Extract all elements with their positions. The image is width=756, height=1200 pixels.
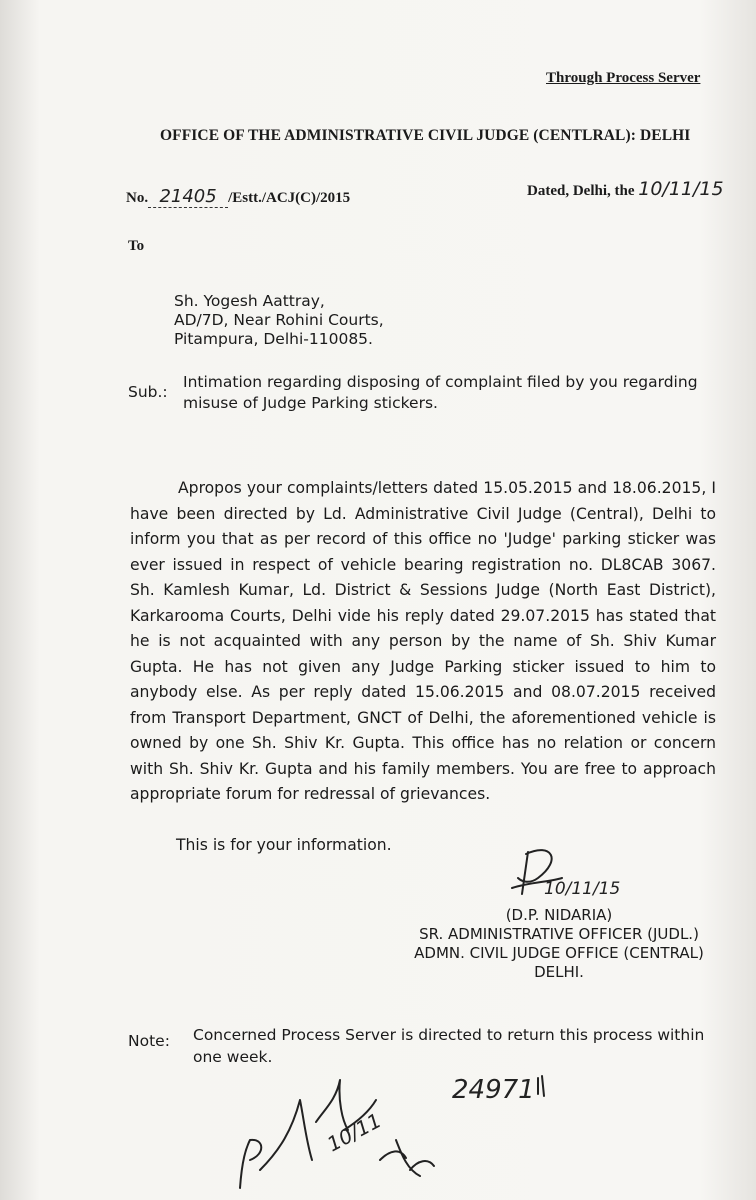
annotation-number: 24971 — [452, 1075, 535, 1105]
subject-label: Sub.: — [128, 383, 168, 401]
address-line-3: Pitampura, Delhi-110085. — [174, 330, 373, 348]
signature-date: 10/11/15 — [544, 879, 621, 899]
signatory-name: (D.P. NIDARIA) — [505, 906, 613, 924]
dated-label: Dated, Delhi, the — [527, 183, 635, 199]
body-paragraph — [130, 476, 716, 808]
dated-line — [527, 178, 724, 200]
ref-prefix: No. — [126, 190, 149, 206]
dated-value-handwritten: 10/11/15 — [638, 178, 724, 200]
recipient-address — [174, 292, 384, 349]
reference-number — [126, 186, 350, 208]
address-line-2: AD/7D, Near Rohini Courts, — [174, 311, 384, 329]
office-title: OFFICE OF THE ADMINISTRATIVE CIVIL JUDGE (CENTLRAL): DELHI — [160, 127, 691, 144]
signatory-office: ADMN. CIVIL JUDGE OFFICE (CENTRAL) — [414, 944, 704, 962]
closing-line: This is for your information. — [176, 836, 392, 854]
annotation-date: 10/11 — [323, 1108, 386, 1157]
note-text: Concerned Process Server is directed to return this process within one week. — [193, 1026, 705, 1066]
note-label: Note: — [128, 1032, 170, 1050]
ref-number-handwritten: 21405 — [148, 186, 228, 208]
to-label: To — [128, 238, 145, 254]
signature-block — [404, 906, 714, 982]
address-line-1: Sh. Yogesh Aattray, — [174, 292, 325, 310]
ref-suffix: /Estt./ACJ(C)/2015 — [228, 190, 351, 206]
signatory-designation: SR. ADMINISTRATIVE OFFICER (JUDL.) — [419, 925, 699, 943]
subject-text: Intimation regarding disposing of complaint filed by you regarding misuse of Judge Parking stickers. — [183, 373, 698, 412]
signatory-city: DELHI. — [534, 963, 584, 981]
handwritten-receipt-scribble — [220, 1060, 640, 1195]
body-paragraph-text: Apropos your complaints/letters dated 15.05.2015 and 18.06.2015, I have been directed by Ld. Administrative Civil Judge (Central), Delhi to inform you that as per record of this office no 'Judge' parking sticker was ever issued in respect of vehicle bearing registration no. DL8CAB 3067. Sh. Kamlesh Kumar, Ld. District & Sessions Judge (North East District), Karkarooma Courts, Delhi vide his reply dated 29.07.2015 has stated that he is not acquainted with any person by the name of Sh. Shiv Kumar Gupta. He has not given any Judge Parking sticker issued to him to anybody else. As per reply dated 15.06.2015 and 08.07.2015 received from Transport Department, GNCT of Delhi, the aforementioned vehicle is owned by one Sh. Shiv Kr. Gupta. This office has no relation or concern with Sh. Shiv Kr. Gupta and his family members. You are free to approach appropriate forum for redressal of grievances. — [130, 479, 716, 803]
process-server-heading: Through Process Server — [546, 70, 701, 86]
signature-mark — [500, 838, 640, 902]
